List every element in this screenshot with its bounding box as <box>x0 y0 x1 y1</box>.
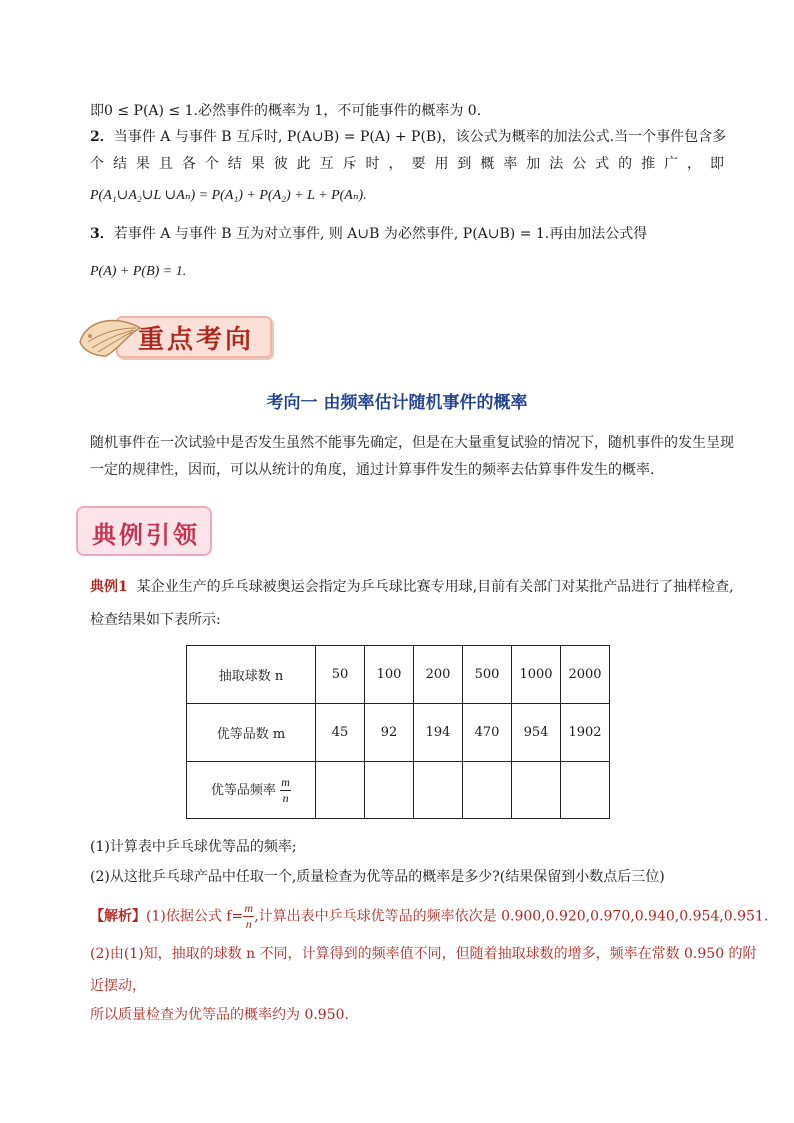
fraction-numerator: m <box>244 901 254 915</box>
question-2: (2)从这批乒乓球产品中任取一个,质量检查为优等品的概率是多少?(结果保留到小数点后三位) <box>90 869 665 885</box>
intro-line-2-text: 当事件 A 与事件 B 互斥时, P(A∪B) = P(A) + P(B)，该公式为概率的加法公式.当一个事件包含多 <box>113 129 727 145</box>
example-line-1 <box>90 575 734 599</box>
table-row <box>187 646 610 704</box>
table-cell: 100 <box>365 646 414 704</box>
data-table <box>186 645 610 819</box>
table-cell-empty <box>414 762 463 819</box>
solution-tag: 【解析】 <box>90 908 146 925</box>
solution-line-1-post: ,计算出表中乒乓球优等品的频率依次是 0.900,0.920,0.970,0.940,0.954,0.951. <box>254 908 769 925</box>
table-row <box>187 762 610 819</box>
example-banner-text: 典例引领 <box>92 521 200 549</box>
solution-line-2: (2)由(1)知，抽取的球数 n 不同，计算得到的频率值不同，但随着抽取球数的增多，频率在常数 0.950 的附 <box>90 946 757 962</box>
fraction-numerator: m <box>281 774 290 789</box>
solution-line-1-pre: (1)依据公式 f= <box>146 908 244 925</box>
example-line-1-text: 某企业生产的乒乓球被奥运会指定为乒乓球比赛专用球,目前有关部门对某批产品进行了抽样检查, <box>136 579 734 595</box>
table-cell-empty <box>561 762 610 819</box>
row-label-m: 优等品数 m <box>187 704 316 762</box>
table-row <box>187 704 610 762</box>
table-cell: 200 <box>414 646 463 704</box>
section-title: 考向一 由频率估计随机事件的概率 <box>266 393 528 413</box>
shell-icon <box>76 312 146 360</box>
table-cell-empty <box>365 762 414 819</box>
intro-line-4-formula: P(A₁∪A₂∪L ∪Aₙ) = P(A₁) + P(A₂) + L + P(Aₙ). <box>90 188 367 203</box>
table-cell: 954 <box>512 704 561 762</box>
table-cell-empty <box>316 762 365 819</box>
solution-line-4: 所以质量检查为优等品的概率约为 0.950. <box>90 1007 349 1023</box>
intro-line-1 <box>90 99 724 123</box>
item-number-2: 2． <box>90 129 114 145</box>
solution-line-3: 近摆动， <box>90 978 146 994</box>
question-1: (1)计算表中乒乓球优等品的频率; <box>90 839 297 855</box>
example-label: 典例1 <box>90 579 128 595</box>
item-number-3: 3． <box>90 226 114 242</box>
table-cell: 50 <box>316 646 365 704</box>
row-label-frequency-text: 优等品频率 <box>210 782 276 798</box>
table-cell: 1902 <box>561 704 610 762</box>
focus-banner <box>76 312 270 356</box>
solution-line-1 <box>90 901 769 931</box>
solution-fraction <box>243 902 254 931</box>
row-label-n: 抽取球数 n <box>187 646 316 704</box>
table-cell: 2000 <box>561 646 610 704</box>
intro-line-3: 个 结 果 且 各 个 结 果 彼 此 互 斥 时 ， 要 用 到 概 率 加 法 公 式 的 推 广 ， 即 <box>90 156 724 172</box>
table-cell: 92 <box>365 704 414 762</box>
fraction-m-over-n <box>280 776 291 805</box>
intro-line-6-formula: P(A) + P(B) = 1. <box>90 264 187 279</box>
section-para-line-1: 随机事件在一次试验中是否发生虽然不能事先确定，但是在大量重复试验的情况下，随机事件的发生呈现 <box>90 435 734 451</box>
focus-banner-text: 重点考向 <box>138 325 255 355</box>
example-banner <box>76 506 212 556</box>
intro-line-5-text: 若事件 A 与事件 B 互为对立事件, 则 A∪B 为必然事件, P(A∪B) = 1.再由加法公式得 <box>113 226 648 242</box>
table-cell: 470 <box>463 704 512 762</box>
table-cell: 500 <box>463 646 512 704</box>
table-cell-empty <box>463 762 512 819</box>
section-para-line-2: 一定的规律性，因而，可以从统计的角度，通过计算事件发生的频率去估算事件发生的概率. <box>90 462 655 478</box>
table-cell: 1000 <box>512 646 561 704</box>
table-cell-empty <box>512 762 561 819</box>
intro-line-1-text: 即0 ≤ P(A) ≤ 1.必然事件的概率为 1，不可能事件的概率为 0. <box>90 103 482 119</box>
fraction-denominator: n <box>245 917 252 931</box>
intro-line-5 <box>90 222 724 246</box>
intro-line-2 <box>90 125 727 149</box>
row-label-frequency <box>187 762 316 819</box>
fraction-denominator: n <box>282 790 289 805</box>
table-cell: 45 <box>316 704 365 762</box>
table-cell: 194 <box>414 704 463 762</box>
example-line-2: 检查结果如下表所示: <box>90 612 221 628</box>
